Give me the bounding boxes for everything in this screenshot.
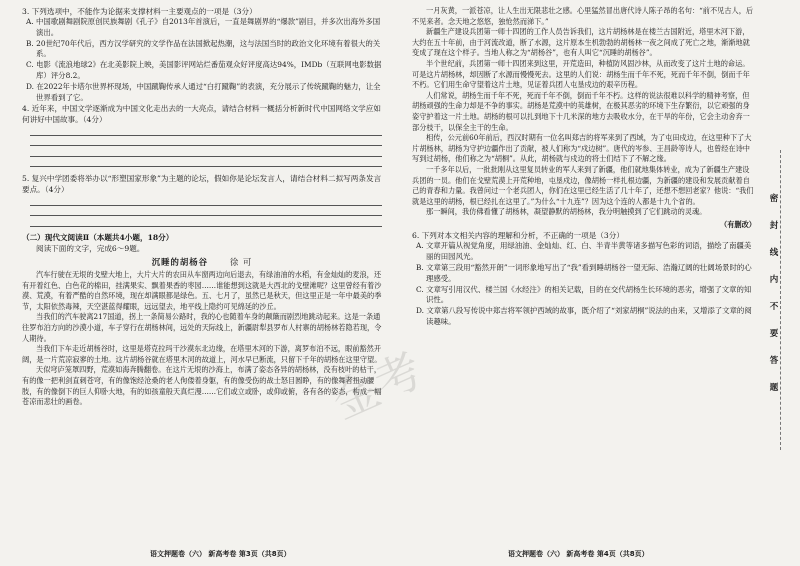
section-heading: （二）现代文阅读Ⅱ（本题共4小题，18分） [22,232,174,242]
article-paragraph: 当我们下车走近胡杨谷时，这里是塔克拉玛干沙漠东北边缘，在塔里木河的下游，离罗布泊不远，眼前豁然开阔，是一片荒凉寂寥的土地。这片胡杨谷就在塔里木河的故道上，河水早已断流，只留下千年的胡杨在这里守望。 [22,344,382,364]
question-4-stem: 4. 近年来，中国文学逐渐成为中国文化走出去的一大亮点，请结合材料一概括分析新时代中国网络文学应如何讲好中国故事。（4分） [22,104,381,125]
seal-char: 线 [769,248,779,258]
seal-line [780,150,781,450]
article-body-right [412,6,756,218]
watermark: 金考 [324,342,431,430]
article-author: 徐 可 [229,257,253,268]
question-3-option-d: D. 在2022年卡塔尔世界杯现场，中国蹴鞠传承人通过“白打蹴鞠”的表演，充分展示了传统蹴鞠的魅力，让全世界看到了它。 [26,81,381,102]
question-3-option-c: C. 电影《流浪地球2》在北美影院上映，美国影评网站烂番茄观众好评度高达94%，IMDb（互联网电影数据库）评分8.2。 [26,60,382,80]
reading-instruction: 阅读下面的文字，完成6～9题。 [36,244,145,254]
seal-char: 要 [769,329,779,339]
answer-line[interactable] [30,216,382,227]
article-paragraph: 汽车行驶在无垠的戈壁大地上，大片大片的农田从车窗两边向后退去，有绿油油的水稻，有金灿灿的麦浪，还有开着红色、白色花的棉田，挂满果实、飘着果香的枣园……谁能想到这就是大西北的戈壁滩呢？这里曾经有着沙漠、荒漠，有着严酷的自然环境，现在却满眼都是绿色。五、七月了，虽然已是秋天，但这里正是一年中最美的季节，太阳依然毒辣，天空湛蓝得耀眼，远远望去，地平线上隐约可见绵延的沙丘。 [22,270,382,311]
answer-line[interactable] [30,125,382,136]
seal-line-notice [768,186,780,402]
article-paragraph: 新疆生产建设兵团第一师十四团的工作人员告诉我们，这片胡杨林是在楼兰古国附近，塔里木河下游，大约在五十年前，由于河流改道，断了水源，这片原本生机勃勃的胡杨林一夜之间成了死亡之地，渐渐地就变成了现在这个样子。当地人称之为“胡杨谷”，也有人叫它“沉睡的胡杨谷”。 [412,27,750,58]
question-6-option-b: B. 文章第三段用“豁然开朗”一词形象地写出了“我”看到睡胡杨谷一望无际、浩瀚辽阔的壮阔场景时的心理感受。 [416,263,752,283]
article-paragraph: 那一瞬间，我仿佛看懂了胡杨林，凝望静默的胡杨林，我分明触摸到了它们跳动的灵魂。 [426,207,707,217]
article-paragraph: 人们常说，胡杨生而千年不死，死而千年不倒，倒而千年不朽。这样的说法很难以科学的精神考察，但胡杨顽强的生命力却是不争的事实。胡杨是荒漠中的英雄树，在极其恶劣的环境下生存繁衍，以它顽强的身姿守护着这一片土地。胡杨的根可以扎到地下十几米深的地方去吸收水分，在干旱的年份，它会主动舍弃一部分枝干，以保全主干的生命。 [412,90,750,132]
article-title [22,257,382,268]
article-paragraph: 半个世纪前，兵团第一师十四团来到这里，开荒造田，种植防风固沙林，从而改变了这片土地的命运。可是这片胡杨林，却因断了水源而慢慢死去。这里的人们说：胡杨生而千年不死，死而千年不倒，倒而千年不朽。它们用生命守望着这片土地，见证着兵团人屯垦戍边的艰辛历程。 [412,58,750,90]
left-page [22,6,382,408]
article-paragraph: 天似穹庐笼罩四野，荒漠如海奔腾翻卷。在这片无垠的沙海上，布满了姿态各异的胡杨林，没有枝叶的枯干，有的像一把利剑直刺苍穹，有的像饱经沧桑的老人佝偻着身躯，有的像受伤的战士怒目圆睁，有的像舞者扭动腰肢，有的像倒下的巨人仰卧大地，有的如孩童般天真烂漫……它们或立或卧，或仰或俯，各有各的姿态，构成一幅苍凉而悲壮的画卷。 [22,365,382,407]
page-footer-left: 语文押题卷（六） 新高考卷 第3页（共8页） [150,550,291,558]
question-5-stem: 5. 复兴中学团委将举办以“形塑国家形象”为主题的论坛，假如你是论坛发言人，请结合材料二拟写两条发言要点。（4分） [22,174,382,195]
right-page [412,6,756,328]
article-paragraph: 一千多年以后，一批批刚从这里复员转业的军人来到了新疆，他们就地集体转业，成为了新疆生产建设兵团的一员。他们在戈壁荒漠上开荒种地，屯垦戍边，像胡杨一样扎根边疆，为新疆的建设和发展贡献着自己的青春和力量。我曾问过一个老兵团人，你们在这里已经生活了几十年了，还想不想回老家？他说：“我们就是这里的胡杨，根已经扎在这里了。”为什么“十九连”？因为这个连的人都是十九个省的。 [412,164,754,206]
question-6-option-c: C. 文章写引用汉代、楼兰国《水经注》的相关记载，目的在交代胡杨生长环境的恶劣，增强了文章的知识性。 [416,284,752,305]
question-6-stem: 6. 下列对本文相关内容的理解和分析，不正确的一项是（3分） [412,231,624,241]
question-3-option-b: B. 20世纪70年代后，西方汉学研究的文学作品在法国掀起热潮，这与法国当时的政治文化环境有着很大的关系。 [26,38,381,59]
question-6-option-d: D. 文章第八段写传说中郑吉将军领护西域的故事，既介绍了“刘家胡桐”说法的由来，又增添了文章的阅读趣味。 [416,306,752,327]
article-paragraph: 一月灰黄，一派苍凉，让人生出无限悲壮之感。心里猛然冒出唐代诗人陈子昂的名句：“前不见古人，后不见来者。念天地之悠悠，独怆然而涕下。” [412,6,754,26]
question-3-option-a: A. 中国歌剧舞剧院原创民族舞剧《孔子》自2013年首演后，一直是舞剧界的“爆款”剧目，并多次出海外多国演出。 [26,17,381,37]
seal-char: 不 [769,302,779,312]
page-footer-right: 语文押题卷（六） 新高考卷 第4页（共8页） [508,550,649,558]
source-note: （有删改） [720,219,756,229]
answer-line[interactable] [30,146,382,157]
article-title-text: 沉睡的胡杨谷 [151,257,208,268]
seal-char: 答 [769,356,779,366]
question-3-stem: 3. 下列选项中，不能作为论据来支撑材料一主要观点的一项是（3分） [22,7,257,16]
seal-char: 封 [769,221,779,231]
question-6-option-a: A. 文章开篇从视觉角度，用绿油油、金灿灿、红、白、半青半黄等诸多描写色彩的词语，描绘了南疆美丽的田园风光。 [416,241,752,262]
answer-line[interactable] [30,195,382,206]
article-paragraph: 当我们的汽车驶离217国道，拐上一条简易公路时，我的心也随着车身的颠簸而剧烈地跳动起来。这是一条通往罗布泊方向的沙漠小道，车子穿行在胡杨林间，远处的天际线上，新疆尉犁县罗布人村寨的胡杨林若隐若现，令人期待。 [22,312,382,343]
article-paragraph: 相传，公元前60年前后，西汉时期有一位名叫郑吉的将军来到了西域，为了屯田戍边，在这里种下了大片胡杨林，胡杨为守护边疆作出了贡献，被人们称为“戍边树”。唐代的岑参、王昌龄等诗人，也曾经在诗中写到过胡杨，他们称之为“胡桐”。从此，胡杨就与戍边的将士们结下了不解之缘。 [412,133,752,164]
answer-line[interactable] [30,136,382,147]
answer-line[interactable] [30,157,382,168]
seal-char: 内 [769,275,779,285]
seal-char: 密 [769,194,779,204]
answer-line[interactable] [30,206,382,217]
seal-char: 题 [769,383,779,393]
